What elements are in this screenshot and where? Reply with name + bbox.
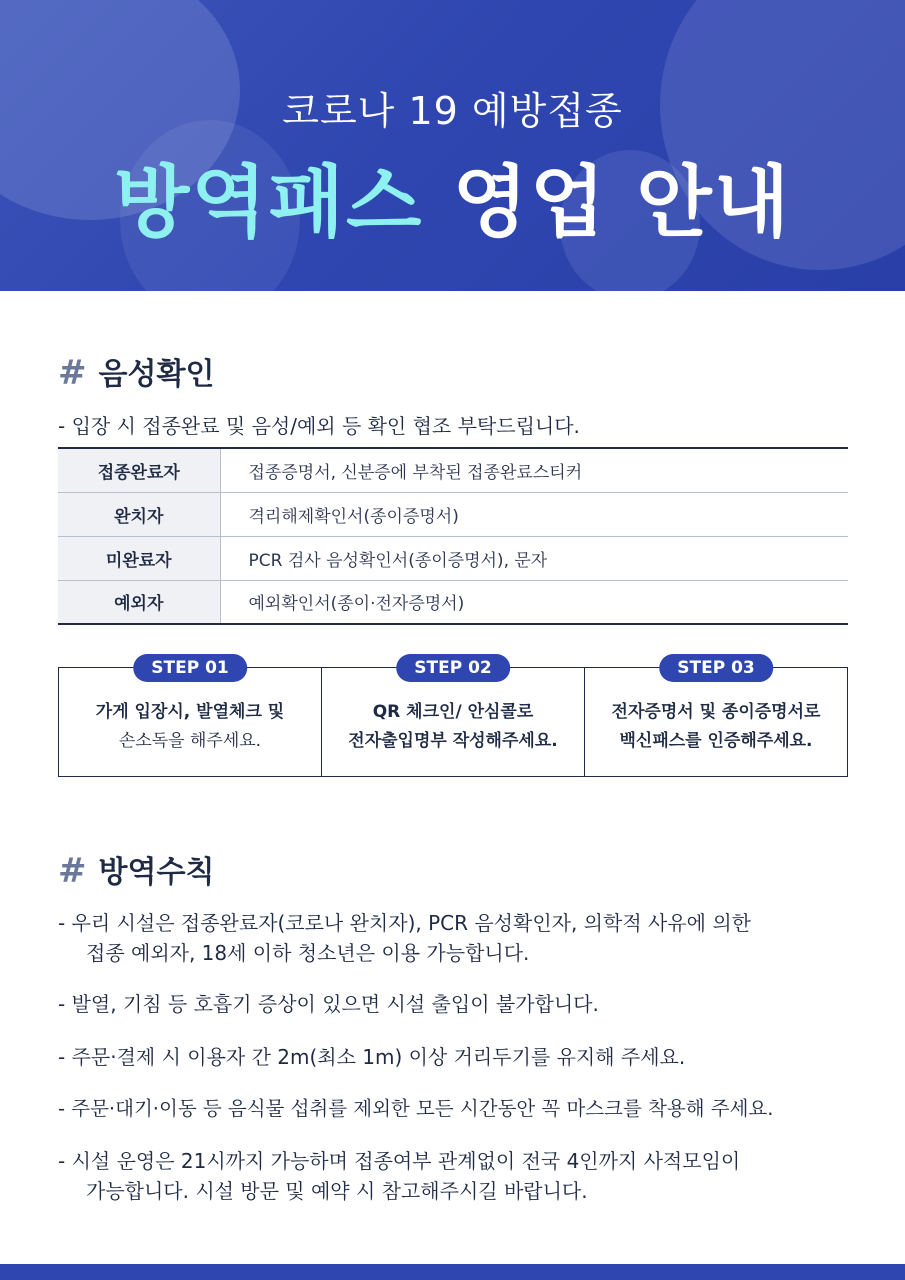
step-line: 전자출입명부 작성해주세요.	[348, 731, 558, 751]
step-2	[322, 658, 585, 776]
rule-item-continued: 가능합니다. 시설 방문 및 예약 시 참고해주시길 바랍니다.	[86, 1179, 588, 1203]
intro-text: - 입장 시 접종완료 및 음성/예외 등 확인 협조 부탁드립니다.	[58, 414, 580, 438]
header-subtitle: 코로나 19 예방접종	[282, 89, 623, 133]
hash-icon: #	[58, 353, 87, 393]
rule-item: - 주문·대기·이동 등 음식물 섭취를 제외한 모든 시간동안 꼭 마스크를 착용해 주세요.	[58, 1097, 774, 1120]
verification-table	[58, 447, 848, 625]
row-label: 미완료자	[58, 536, 220, 580]
table-row	[58, 492, 848, 536]
hash-icon: #	[58, 851, 87, 891]
section-heading-text: 음성확인	[98, 357, 215, 392]
step-3	[585, 658, 847, 776]
step-badge: STEP 02	[396, 654, 510, 682]
section-heading-text: 방역수칙	[98, 855, 215, 890]
header-banner	[0, 0, 905, 291]
rule-item-continued: 접종 예외자, 18세 이하 청소년은 이용 가능합니다.	[86, 941, 530, 965]
table-row	[58, 536, 848, 580]
rule-item: - 발열, 기침 등 호흡기 증상이 있으면 시설 출입이 불가합니다.	[58, 992, 599, 1016]
step-line: QR 체크인/ 안심콜로	[372, 702, 534, 722]
page-title	[0, 140, 905, 252]
row-value: 접종증명서, 신분증에 부착된 접종완료스티커	[220, 448, 848, 492]
step-line: 손소독을 해주세요.	[118, 731, 262, 751]
footer-bar	[0, 1264, 905, 1280]
step-badge: STEP 01	[133, 654, 247, 682]
steps-box	[58, 658, 848, 777]
title-rest: 영업 안내	[423, 158, 792, 248]
row-label: 예외자	[58, 580, 220, 624]
step-1	[59, 658, 322, 776]
row-label: 접종완료자	[58, 448, 220, 492]
table-row	[58, 580, 848, 624]
rule-item: - 우리 시설은 접종완료자(코로나 완치자), PCR 음성확인자, 의학적 사유에 의한	[58, 911, 751, 935]
title-highlight: 방역패스	[113, 158, 424, 248]
step-text	[322, 698, 584, 756]
row-value: 격리해제확인서(종이증명서)	[220, 492, 848, 536]
section-heading-negative-check	[58, 349, 214, 393]
row-label: 완치자	[58, 492, 220, 536]
step-text	[59, 698, 321, 756]
table-row	[58, 448, 848, 492]
step-badge: STEP 03	[659, 654, 773, 682]
section-heading-rules	[58, 847, 214, 891]
step-line: 전자증명서 및 종이증명서로	[611, 702, 821, 722]
rule-item: - 주문·결제 시 이용자 간 2m(최소 1m) 이상 거리두기를 유지해 주세요.	[58, 1045, 686, 1069]
step-text	[585, 698, 847, 756]
step-line: 백신패스를 인증해주세요.	[619, 731, 813, 751]
row-value: PCR 검사 음성확인서(종이증명서), 문자	[220, 536, 848, 580]
step-line: 가게 입장시, 발열체크 및	[95, 702, 285, 722]
rule-item: - 시설 운영은 21시까지 가능하며 접종여부 관계없이 전국 4인까지 사적모임이	[58, 1149, 741, 1173]
row-value: 예외확인서(종이·전자증명서)	[248, 594, 465, 615]
